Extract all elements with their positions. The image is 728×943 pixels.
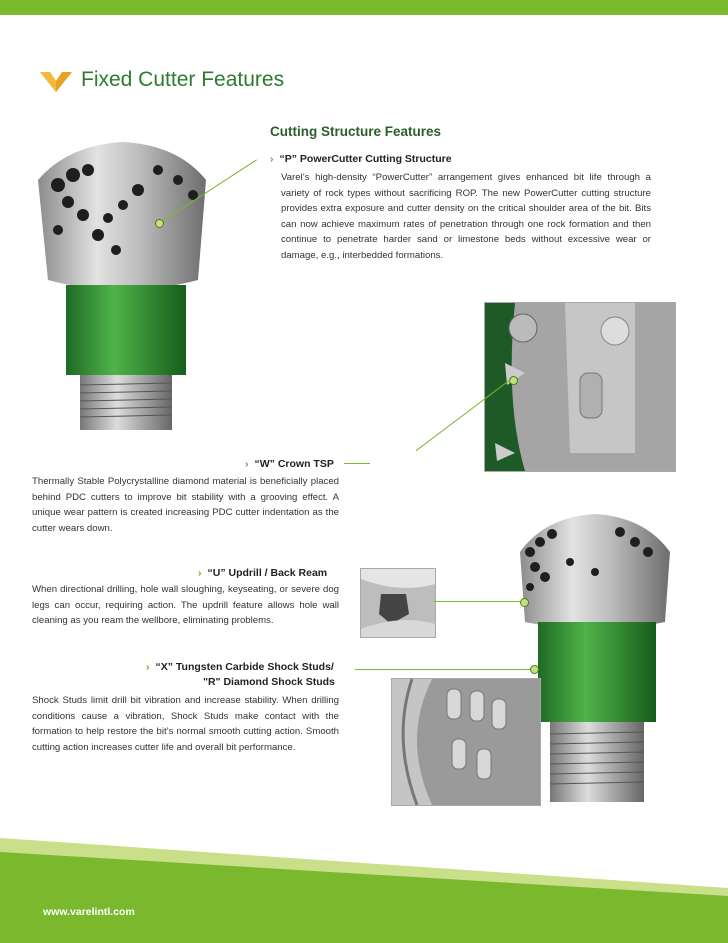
- section-heading: Cutting Structure Features: [270, 124, 442, 139]
- callout-line-shock: [355, 669, 535, 670]
- updrill-photo: [360, 568, 436, 638]
- callout-line-updrill: [434, 601, 522, 602]
- feature-title-shock: [146, 661, 334, 673]
- callout-dot-powercutter: [155, 219, 164, 228]
- feature-text-crown: Thermally Stable Polycrystalline diamond material is beneficially placed behind PDC cutters to improve bit stability with a grooving effect. A unique wear pattern is created increasing PDC cutter indentation as the cutter wears down.: [32, 476, 339, 534]
- page-title: Fixed Cutter Features: [81, 68, 285, 91]
- crown-tsp-photo: [484, 302, 676, 472]
- feature-title-shock-line2: "R" Diamond Shock Studs: [203, 676, 335, 688]
- feature-title-powercutter: [270, 153, 452, 165]
- footer-band: [0, 838, 728, 943]
- feature-text-powercutter: Varel’s high-density “PowerCutter” arrangement gives enhanced bit life through a variety of rock types without sacrificing ROP. The new PowerCutter cutting structure provides extra exposure and cutter density on the critical shoulder area of the bit. Bits can now achieve maximum rates of penetration through one rock formation and then continue to penetrate harder sand or limestone beds without excessive wear or damage, e.g., interbedded formations.: [281, 172, 651, 261]
- chevron-right-icon: ›: [198, 567, 202, 579]
- feature-title-label: “U” Updrill / Back Ream: [207, 567, 328, 579]
- feature-text-shock: Shock Studs limit drill bit vibration and increase stability. When drilling conditions cause a vibration, Shock Studs make contact with the formation to help restore the bit’s normal smooth cutting action. Smooth cutting action increases cutter life and overall bit performance.: [32, 695, 339, 753]
- feature-text-updrill: When directional drilling, hole wall sloughing, keyseating, or severe dog legs can occur, requiring action. The updrill feature allows hole wall cleaning as you ream the wellbore, eliminating problems.: [32, 584, 339, 627]
- feature-title-crown: [245, 458, 334, 470]
- chevron-right-icon: ›: [245, 458, 249, 470]
- callout-line-crown-h: [344, 463, 370, 464]
- chevron-right-icon: ›: [146, 661, 150, 673]
- callout-dot-updrill: [520, 598, 529, 607]
- footer-url[interactable]: www.varelintl.com: [43, 906, 135, 918]
- feature-title-label: “W” Crown TSP: [254, 458, 334, 470]
- feature-title-label: “X” Tungsten Carbide Shock Studs/: [155, 661, 334, 673]
- chevron-right-icon: ›: [270, 153, 274, 165]
- top-accent-bar: [0, 0, 728, 15]
- feature-title-updrill: [198, 567, 327, 579]
- callout-dot-shock: [530, 665, 539, 674]
- drill-bit-image: [28, 140, 220, 440]
- shock-studs-photo: [391, 678, 541, 806]
- chevron-down-icon: [40, 72, 72, 92]
- feature-title-label: “P” PowerCutter Cutting Structure: [279, 153, 452, 165]
